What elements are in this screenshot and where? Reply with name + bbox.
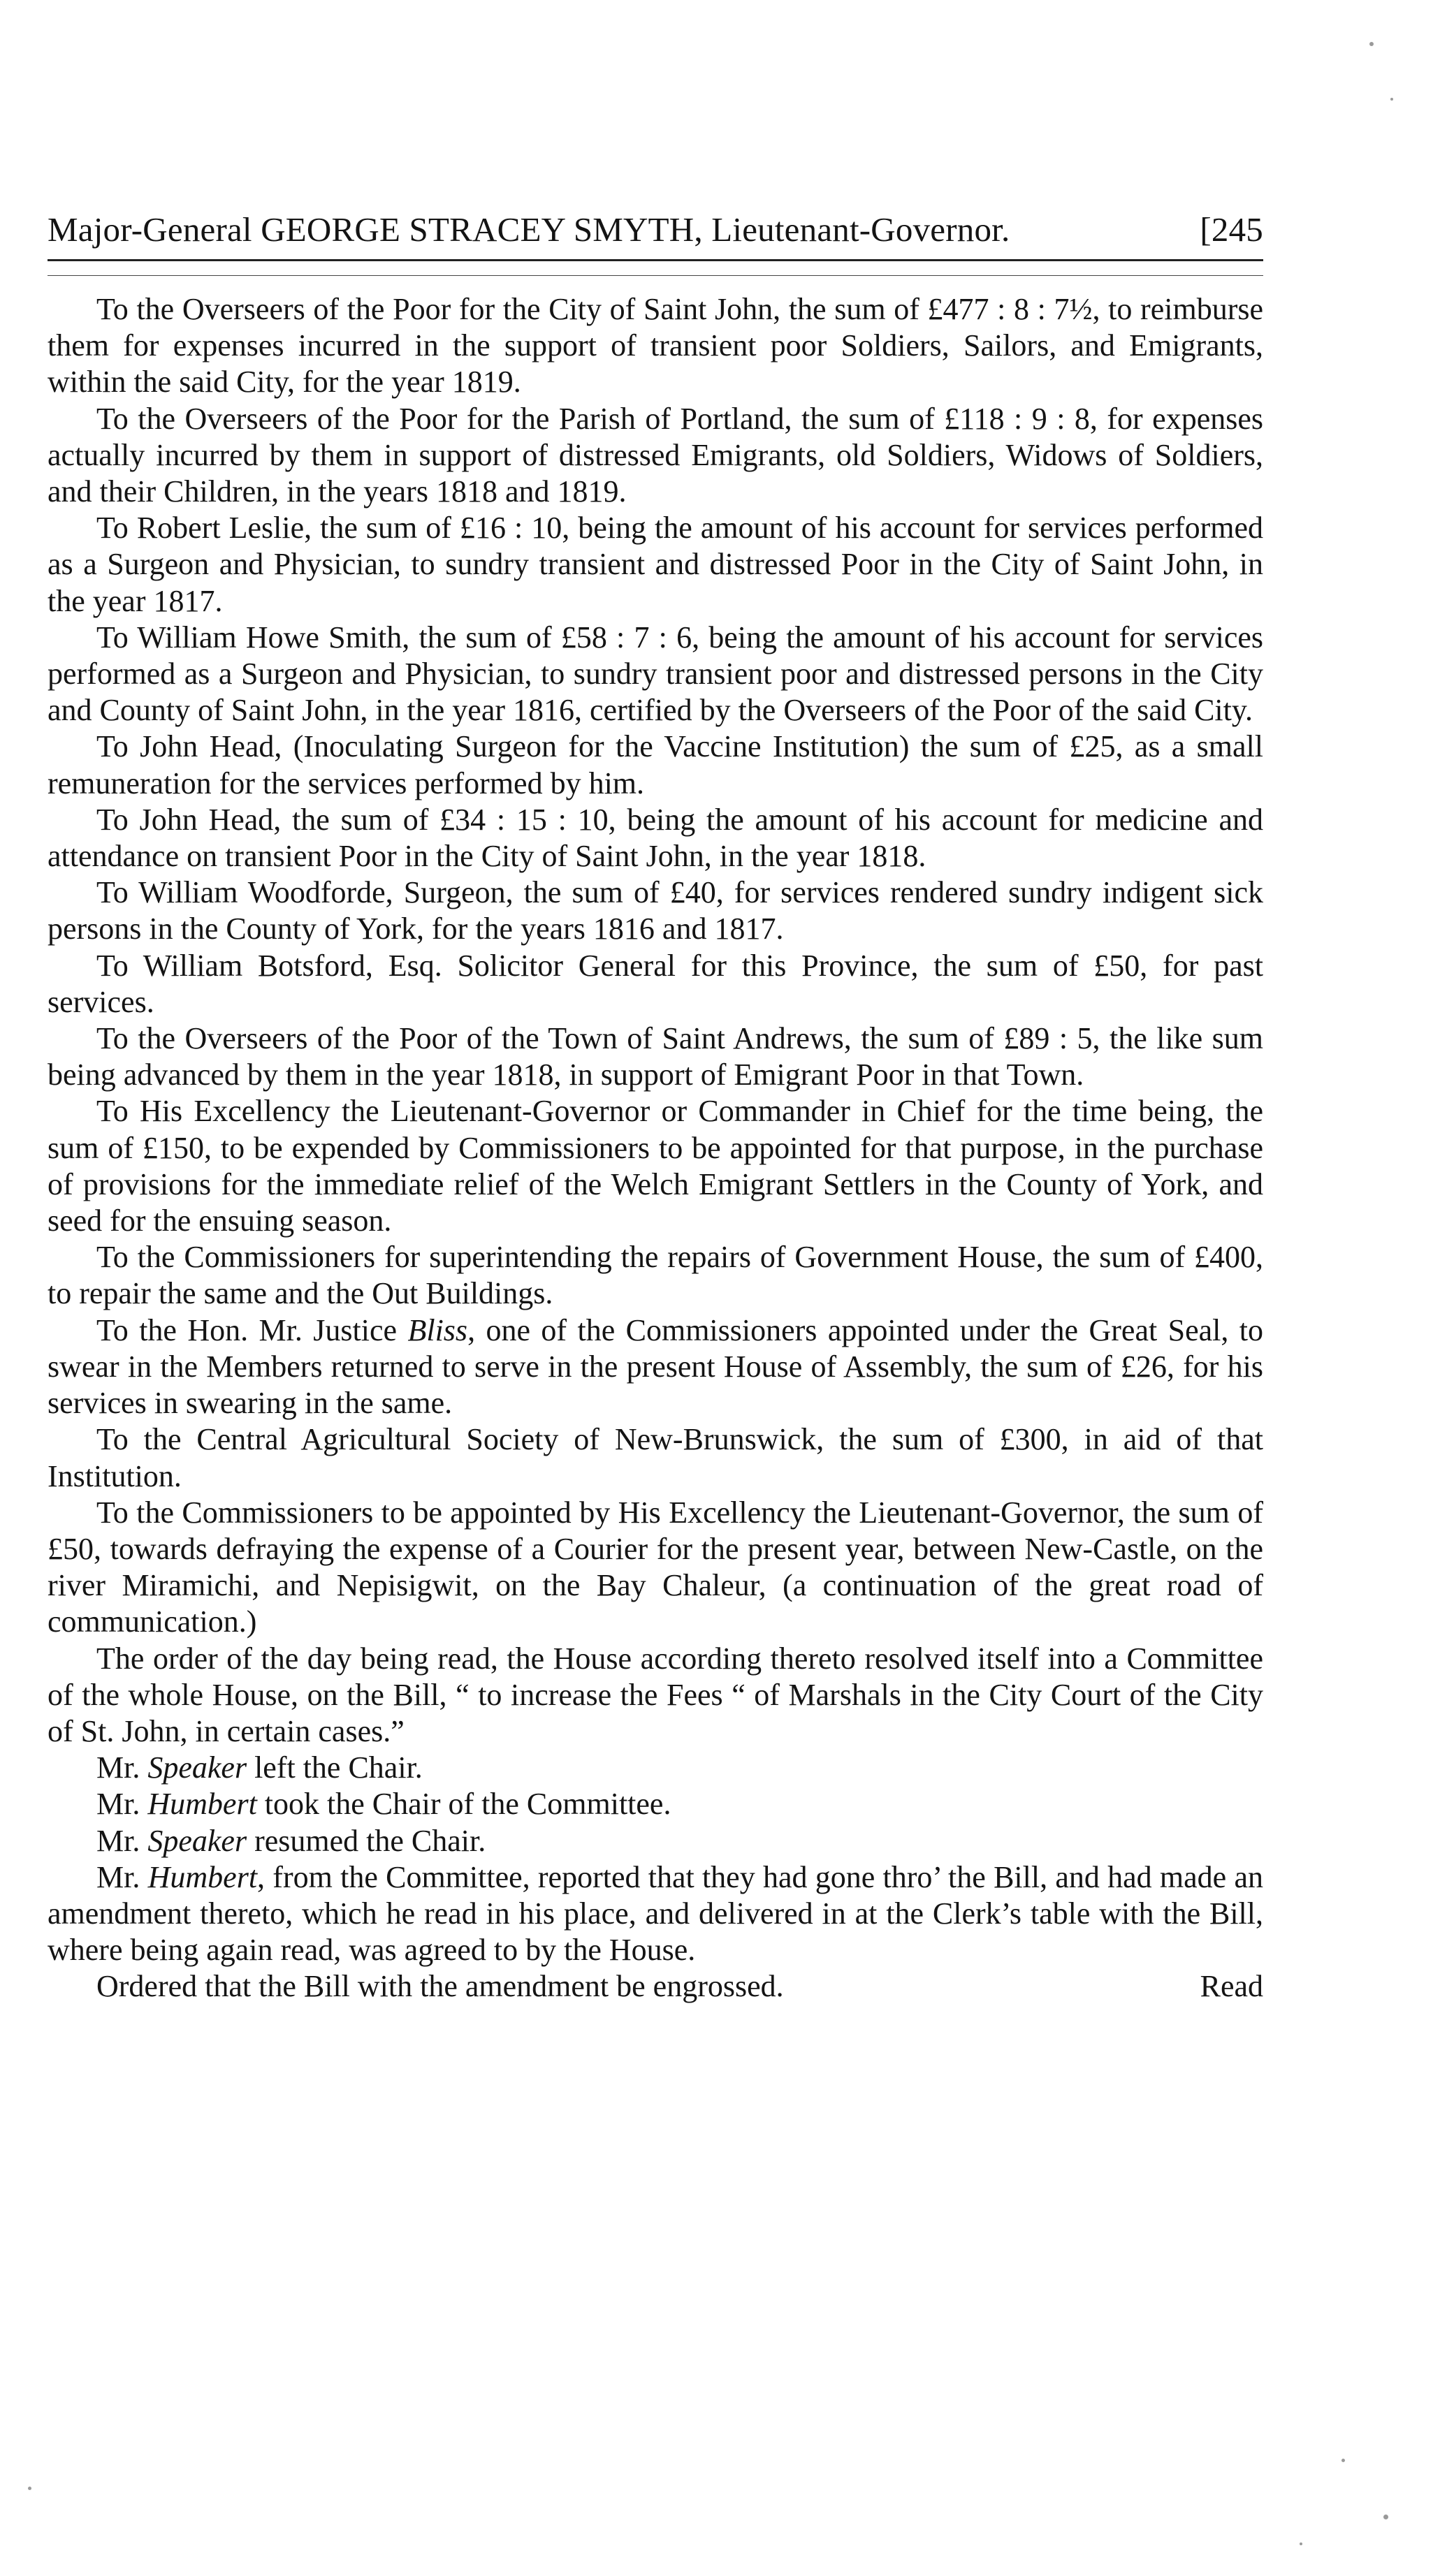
paragraph-overseers-portland: To the Overseers of the Poor for the Parish of Portland, the sum of £118 : 9 : 8, for expenses actually incurred by them in support of distressed Emigrants, old Soldiers, Widows of Soldiers, and their Children, in the years 1818 and 1819.: [48, 401, 1263, 509]
header-rule-thin: [48, 275, 1263, 276]
paragraph-overseers-saint-andrews: To the Overseers of the Poor of the Town of Saint Andrews, the sum of £89 : 5, the like sum being advanced by them in the year 1818, in support of Emigrant Poor in that Town.: [48, 1021, 1263, 1092]
paragraph-welch-emigrants: To His Excellency the Lieutenant-Governor or Commander in Chief for the time being, the sum of £150, to be expended by Commissioners to be appointed for that purpose, in the purchase of provisions for the immediate relief of the Welch Emigrant Settlers in the County of York, and seed for the ensuing season.: [48, 1094, 1263, 1238]
bliss-before: To the Hon. Mr. Justice: [96, 1312, 408, 1347]
bliss-after: , one of the Commissioners appointed under the Great Seal, to swear in the Members returned to serve in the present House of Assembly, the sum of £26, for his services in swearing in the same.: [48, 1312, 1264, 1421]
line-speaker-left: [48, 1750, 1263, 1786]
bliss-name: Bliss: [407, 1312, 468, 1347]
chair-pre: Mr.: [96, 1750, 148, 1785]
final-line: [48, 1968, 1263, 2005]
chair-post: left the Chair.: [247, 1750, 423, 1785]
paragraph-agricultural-society: To the Central Agricultural Society of New-Brunswick, the sum of £300, in aid of that Institution.: [48, 1422, 1263, 1493]
paragraph-william-botsford: To William Botsford, Esq. Solicitor General for this Province, the sum of £50, for past services.: [48, 948, 1263, 1019]
report-pre: Mr.: [96, 1859, 148, 1894]
paragraph-justice-bliss: [48, 1312, 1263, 1422]
chair-name: Humbert: [147, 1787, 257, 1822]
chair-post: took the Chair of the Committee.: [256, 1787, 671, 1822]
catchword: Read: [1200, 1969, 1263, 2004]
document-page: [48, 210, 1263, 2005]
scan-speck: [1300, 2542, 1302, 2545]
scan-speck: [1390, 98, 1393, 101]
page-number: [245: [1200, 210, 1263, 249]
running-header: [48, 210, 1263, 259]
header-rule: [48, 259, 1263, 261]
chair-name: Speaker: [147, 1750, 247, 1785]
paragraph-john-head-medicine: To John Head, the sum of £34 : 15 : 10, being the amount of his account for medicine and attendance on transient Poor in the City of Saint John, in the year 1818.: [48, 802, 1263, 874]
final-order: Ordered that the Bill with the amendment be engrossed.: [96, 1969, 784, 2004]
paragraph-humbert-report: [48, 1859, 1263, 1969]
scan-speck: [1369, 42, 1374, 46]
scan-speck: [28, 2487, 31, 2490]
chair-name: Speaker: [147, 1823, 247, 1858]
paragraph-government-house: To the Commissioners for superintending the repairs of Government House, the sum of £400, to repair the same and the Out Buildings.: [48, 1240, 1263, 1311]
chair-pre: Mr.: [96, 1787, 148, 1822]
scan-speck: [1383, 2515, 1388, 2519]
paragraph-courier: To the Commissioners to be appointed by His Excellency the Lieutenant-Governor, the sum of £50, towards defraying the expense of a Courier for the present year, between New-Castle, on the river Miramichi, and Nepisigwit, on the Bay Chaleur, (a continuation of the great road of communication.): [48, 1495, 1263, 1639]
paragraph-order-of-day: The order of the day being read, the House according thereto resolved itself into a Committee of the whole House, on the Bill, “ to increase the Fees “ of Marshals in the City Court of the City of St. John, in certain cases.”: [48, 1641, 1263, 1748]
scan-speck: [1341, 2459, 1345, 2462]
line-speaker-resumed: [48, 1823, 1263, 1859]
paragraph-john-head-vaccine: To John Head, (Inoculating Surgeon for the Vaccine Institution) the sum of £25, as a small remuneration for the services performed by him.: [48, 729, 1263, 800]
paragraph-william-woodforde: To William Woodforde, Surgeon, the sum of £40, for services rendered sundry indigent sick persons in the County of York, for the years 1816 and 1817.: [48, 875, 1263, 946]
chair-post: resumed the Chair.: [247, 1823, 486, 1858]
line-humbert-chair: [48, 1786, 1263, 1822]
header-title: Major-General GEORGE STRACEY SMYTH, Lieutenant-Governor.: [48, 210, 1010, 249]
paragraph-robert-leslie: To Robert Leslie, the sum of £16 : 10, being the amount of his account for services performed as a Surgeon and Physician, to sundry transient and distressed Poor in the City of Saint John, in the year 1817.: [48, 511, 1263, 618]
chair-pre: Mr.: [96, 1823, 148, 1858]
report-post: , from the Committee, reported that they had gone thro’ the Bill, and had made an amendment thereto, which he read in his place, and delivered in at the Clerk’s table with the Bill, where being again read, was agreed to by the House.: [48, 1859, 1263, 1968]
paragraph-overseers-saint-john: To the Overseers of the Poor for the City of Saint John, the sum of £477 : 8 : 7½, to reimburse them for expenses incurred in the support of transient poor Soldiers, Sailors, and Emigrants, within the said City, for the year 1819.: [48, 292, 1263, 400]
report-name: Humbert: [147, 1859, 258, 1894]
paragraph-william-howe-smith: To William Howe Smith, the sum of £58 : 7 : 6, being the amount of his account for services performed as a Surgeon and Physician, to sundry transient poor and distressed persons in the City and County of Saint John, in the year 1816, certified by the Overseers of the Poor of the said City.: [48, 620, 1263, 728]
